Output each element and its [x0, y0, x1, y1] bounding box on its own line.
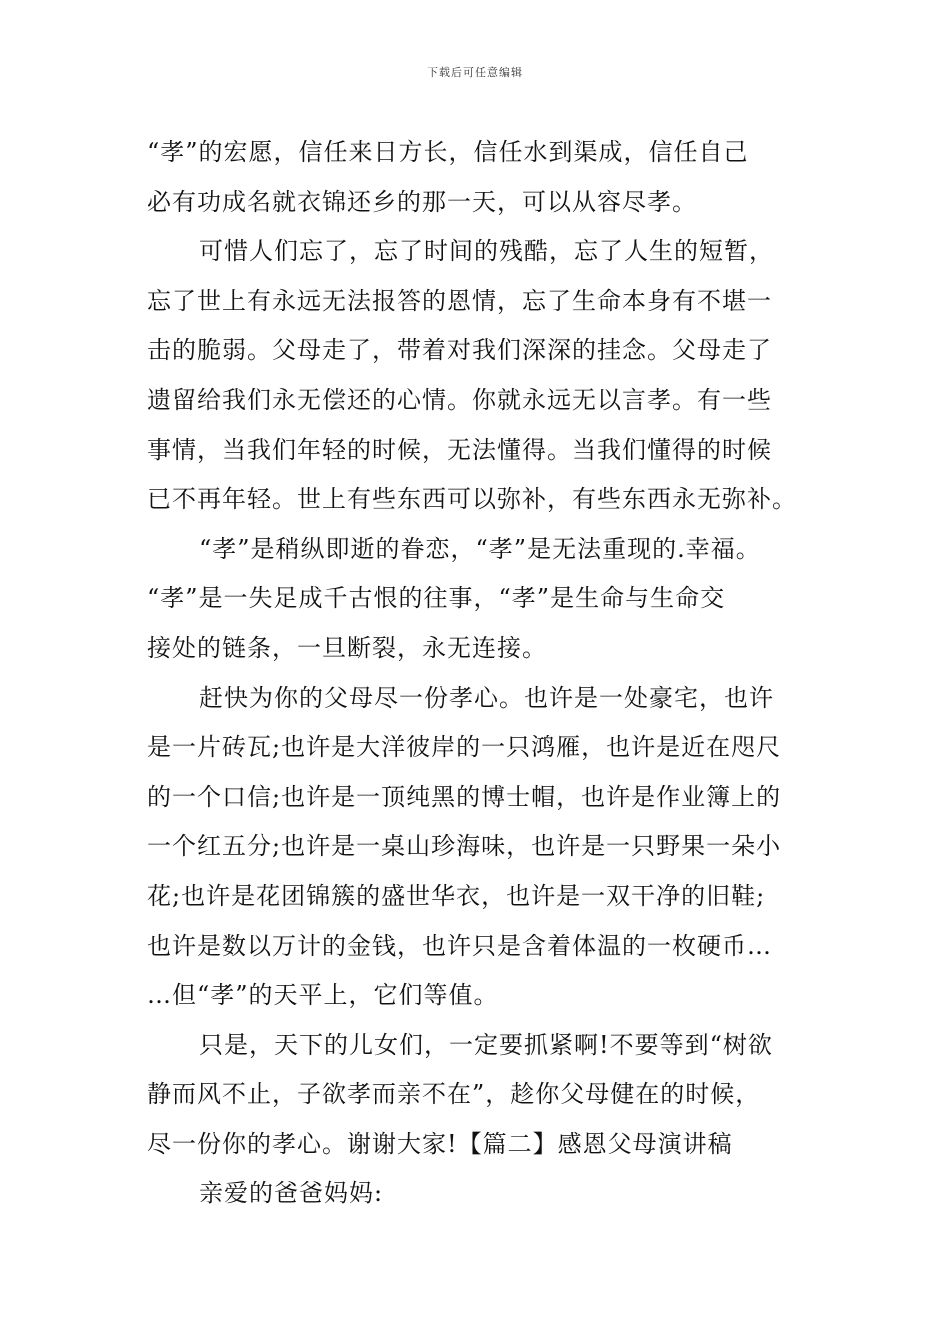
- text-line: 接处的链条，一旦断裂，永无连接。: [147, 633, 547, 662]
- document-body: [147, 128, 819, 1219]
- text-line: 事情，当我们年轻的时候，无法懂得。当我们懂得的时候: [147, 435, 772, 464]
- paragraph: [147, 1169, 819, 1219]
- paragraph: [147, 1021, 819, 1170]
- text-line: 静而风不止，子欲孝而亲不在”，趁你父母健在的时候，: [147, 1080, 761, 1109]
- paragraph: [147, 227, 819, 525]
- text-line: “孝”的宏愿，信任来日方长，信任水到渠成，信任自己: [147, 138, 749, 166]
- text-line: 必有功成名就衣锦还乡的那一天，可以从容尽孝。: [147, 187, 697, 216]
- text-line: 已不再年轻。世上有些东西可以弥补，有些东西永无弥补。: [147, 485, 797, 514]
- text-line: 击的脆弱。父母走了，带着对我们深深的挂念。父母走了: [147, 336, 772, 365]
- text-line: 遗留给我们永无偿还的心情。你就永远无以言孝。有一些: [147, 385, 772, 414]
- text-line: 一个红五分;也许是一桌山珍海味，也许是一只野果一朵小: [147, 832, 782, 861]
- text-line: 是一片砖瓦;也许是大洋彼岸的一只鸿雁，也许是近在咫尺: [147, 733, 782, 762]
- text-line: …但“孝”的天平上，它们等值。: [147, 981, 499, 1010]
- text-line: 花;也许是花团锦簇的盛世华衣，也许是一双干净的旧鞋;: [147, 881, 766, 910]
- text-line: 忘了世上有永远无法报答的恩情，忘了生命本身有不堪一: [147, 286, 772, 315]
- text-line: 的一个口信;也许是一顶纯黑的博士帽，也许是作业簿上的: [147, 782, 782, 811]
- paragraph: [147, 128, 819, 227]
- text-line: “孝”是一失足成千古恨的往事，“孝”是生命与生命交: [147, 584, 726, 613]
- text-line: 可惜人们忘了，忘了时间的残酷，忘了人生的短暂，: [199, 237, 774, 266]
- page-header: 下载后可任意编辑: [427, 66, 523, 79]
- paragraph: [147, 674, 819, 1021]
- text-line: 也许是数以万计的金钱，也许只是含着体温的一枚硬币…: [147, 931, 772, 960]
- text-line: 赶快为你的父母尽一份孝心。也许是一处豪宅，也许: [199, 683, 774, 712]
- paragraph: [147, 525, 819, 674]
- text-line: 亲爱的爸爸妈妈:: [199, 1179, 384, 1208]
- text-line: 只是，天下的儿女们，一定要抓紧啊!不要等到“树欲: [199, 1030, 773, 1059]
- text-line: 尽一份你的孝心。谢谢大家!【篇二】感恩父母演讲稿: [147, 1129, 733, 1158]
- text-line: “孝”是稍纵即逝的眷恋，“孝”是无法重现的.幸福。: [199, 534, 761, 563]
